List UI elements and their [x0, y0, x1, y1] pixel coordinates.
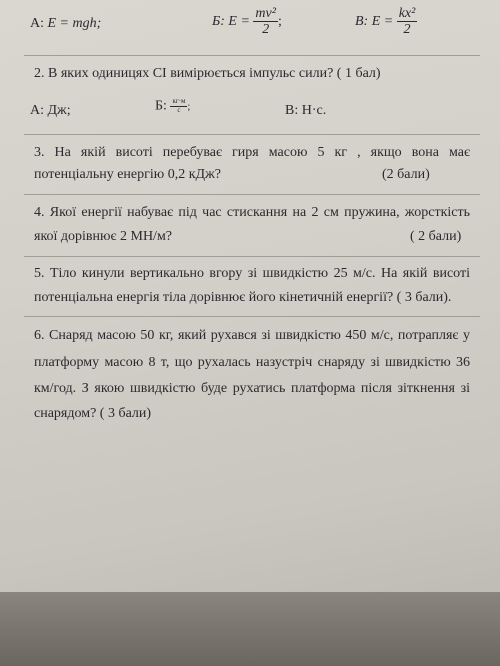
q6-line4: снарядом? ( 3 бали) — [34, 406, 152, 421]
q1-option-b-suffix: ; — [277, 14, 282, 30]
q6-line3: км/год. З якою швидкістю буде рухатись платформа після зіткнення зі — [34, 381, 470, 396]
q1-option-c-denominator: 2 — [403, 22, 411, 38]
q2-option-b-prefix: Б: — [155, 98, 167, 114]
q1-option-b-numerator: mv² — [255, 6, 276, 21]
q6-line2: платформу масою 8 т, що рухалась назустріч снаряду зі швидкістю 36 — [34, 355, 470, 370]
q1-option-c — [355, 6, 417, 38]
q1-option-a — [30, 16, 101, 32]
q2-option-b-denominator: с — [177, 105, 181, 114]
q4-line1: 4. Якої енергії набуває під час стискання на 2 см пружина, жорсткість — [34, 205, 470, 220]
q3-points: (2 бали) — [382, 167, 430, 182]
q2-option-b-suffix: ; — [187, 101, 191, 113]
q6-line1: 6. Снаряд масою 50 кг, який рухався зі швидкістю 450 м/с, потрапляє у — [34, 328, 470, 343]
q1-option-b-fraction — [253, 6, 278, 38]
q5-line1: 5. Тіло кинули вертикально вгору зі швидкістю 25 м/с. На якій висоті — [34, 266, 470, 281]
q1-option-a-formula: E = mgh; — [47, 16, 102, 31]
separator — [24, 316, 480, 317]
q4-line2: якої дорівнює 2 МН/м? — [34, 229, 173, 244]
q5-line2: потенціальна енергія тіла дорівнює його кінетичній енергії? ( 3 бали). — [34, 290, 452, 305]
q1-option-b — [212, 6, 282, 38]
q1-option-c-prefix: В: E = — [355, 14, 394, 30]
separator — [24, 55, 480, 56]
q3-line2: потенціальну енергію 0,2 кДж? — [34, 167, 221, 182]
q4-points: ( 2 бали) — [410, 229, 462, 244]
q2-question: 2. В яких одиницях СІ вимірюється імпульс сили? ( 1 бал) — [34, 66, 381, 81]
q3-line1: 3. На якій висоті перебуває гиря масою 5 кг , якщо вона має — [34, 145, 470, 160]
q1-option-b-denominator: 2 — [262, 22, 270, 38]
q2-option-b-numerator: кг·м — [172, 97, 186, 105]
q2-option-c: В: Н·с. — [285, 103, 327, 118]
separator — [24, 256, 480, 257]
separator — [24, 134, 480, 135]
q2-option-b-fraction — [170, 98, 187, 114]
q1-option-c-fraction — [397, 6, 418, 38]
q1-option-a-prefix: А: — [30, 16, 44, 31]
table-surface — [0, 592, 500, 666]
q2-option-a: А: Дж; — [30, 103, 71, 118]
separator — [24, 194, 480, 195]
q1-option-c-numerator: kx² — [398, 6, 416, 21]
q2-option-b — [155, 98, 190, 114]
q1-option-b-prefix: Б: E = — [212, 14, 250, 30]
